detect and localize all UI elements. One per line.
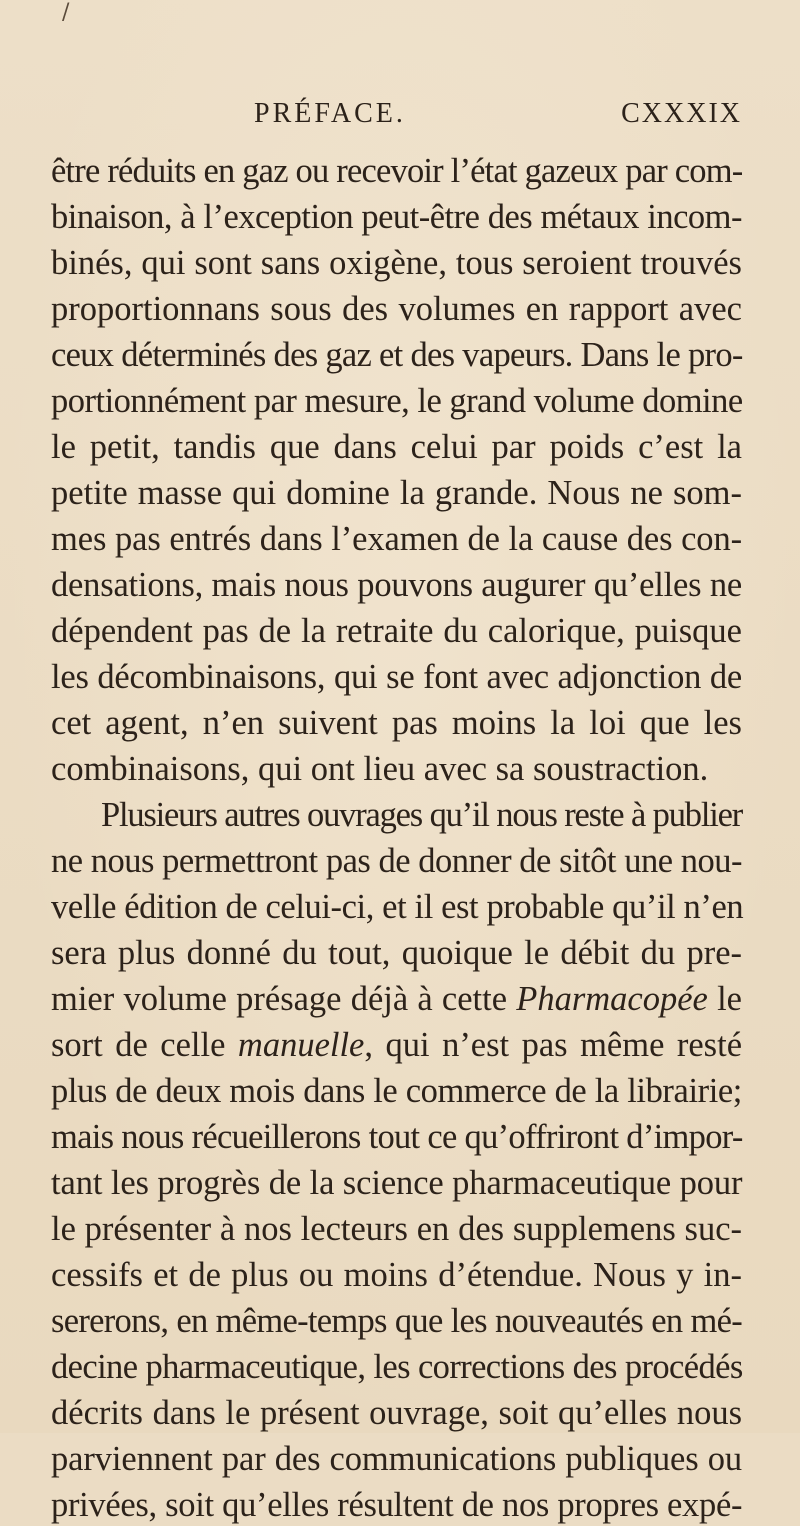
text-line: densations, mais nous pouvons augurer qu’elles ne bbox=[51, 566, 742, 604]
text-line: binés, qui sont sans oxigène, tous seroient trouvés bbox=[51, 244, 742, 282]
text-line: plus de deux mois dans le commerce de la librairie; bbox=[51, 1072, 742, 1110]
text-line: privées, soit qu’elles résultent de nos propres expé- bbox=[51, 1486, 743, 1524]
text-line: mais nous récueillerons tout ce qu’offriront d’impor- bbox=[51, 1118, 743, 1156]
text-line: petite masse qui domine la grande. Nous ne som- bbox=[51, 474, 742, 512]
text-line: mes pas entrés dans l’examen de la cause des con- bbox=[51, 520, 742, 558]
text-line: proportionnans sous des volumes en rapport avec bbox=[51, 290, 742, 328]
text-line: ceux déterminés des gaz et des vapeurs. Dans le pro- bbox=[51, 336, 743, 374]
text-line: portionnément par mesure, le grand volume domine bbox=[51, 382, 743, 420]
paragraph-first-line: Plusieurs autres ouvrages qu’il nous reste à publier bbox=[101, 796, 742, 834]
page-number: CXXXIX bbox=[621, 98, 742, 129]
text-line: être réduits en gaz ou recevoir l’état gazeux par com- bbox=[51, 152, 743, 190]
text-line: décrits dans le présent ouvrage, soit qu’elles nous bbox=[51, 1394, 742, 1432]
text-line-mixed bbox=[51, 978, 742, 1020]
text-segment: , qui n’est pas même resté bbox=[364, 1026, 743, 1064]
text-segment: sort de celle bbox=[51, 1026, 226, 1064]
text-line: le présenter à nos lecteurs en des supplemens suc- bbox=[51, 1210, 742, 1248]
text-line: cet agent, n’en suivent pas moins la loi que les bbox=[51, 704, 742, 742]
text-line: les décombinaisons, qui se font avec adjonction de bbox=[51, 658, 742, 696]
italic-title: Pharmacopée bbox=[516, 980, 708, 1018]
text-line: decine pharmaceutique, les corrections des procédés bbox=[51, 1348, 743, 1386]
text-line: binaison, à l’exception peut-être des métaux incom- bbox=[51, 198, 742, 236]
paragraph-last-line: combinaisons, qui ont lieu avec sa soustraction. bbox=[51, 750, 709, 788]
text-line: cessifs et de plus ou moins d’étendue. Nous y in- bbox=[51, 1256, 742, 1294]
text-line: dépendent pas de la retraite du calorique, puisque bbox=[51, 612, 742, 650]
text-line: sera plus donné du tout, quoique le débit du pre- bbox=[51, 934, 742, 972]
text-line-mixed bbox=[51, 1024, 742, 1066]
running-head bbox=[0, 98, 800, 138]
text-segment: le bbox=[717, 980, 742, 1018]
text-line: parviennent par des communications publiques ou bbox=[51, 1440, 742, 1478]
text-line: le petit, tandis que dans celui par poids c’est la bbox=[51, 428, 742, 466]
text-line: tant les progrès de la science pharmaceutique pour bbox=[51, 1164, 743, 1202]
text-segment: mier volume présage déjà à cette bbox=[51, 980, 508, 1018]
text-line: sererons, en même-temps que les nouveautés en mé- bbox=[51, 1302, 742, 1340]
italic-word: manuelle bbox=[237, 1026, 365, 1064]
running-head-title: PRÉFACE. bbox=[254, 98, 406, 129]
text-line: ne nous permettront pas de donner de sitôt une nou- bbox=[51, 842, 742, 880]
corner-mark: / bbox=[62, 0, 70, 25]
text-line: velle édition de celui-ci, et il est probable qu’il n’en bbox=[51, 888, 744, 926]
